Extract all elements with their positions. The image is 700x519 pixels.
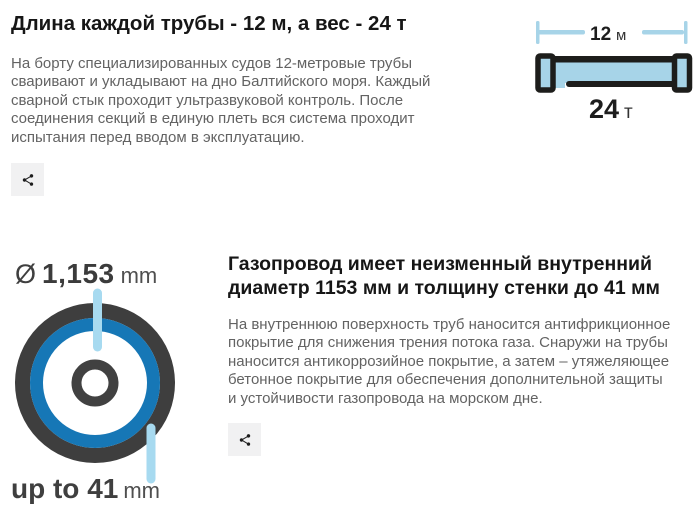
- share-button-pipe-length[interactable]: [11, 163, 44, 196]
- pipe-diameter-body: На внутреннюю поверхность труб наносится антифрикционное покрытие для снижения трения потока газа. Снаружи на трубы наносится антикоррозийное покрытие, а затем – утяжеляющее бетонное покрытие для обеспечения дополнительной защиты и устойчивости газопровода на морском дне.: [228, 316, 671, 407]
- pipe-length-unit: м: [616, 27, 627, 44]
- dimension-line-left: [538, 30, 585, 35]
- wall-thickness-label: [11, 473, 160, 505]
- pipe-diameter-title: Газопровод имеет неизменный внутренний диаметр 1153 мм и толщину стенки до 41 мм: [228, 253, 660, 299]
- share-button-pipe-diameter[interactable]: [228, 423, 261, 456]
- wall-thickness-value: up to 41: [11, 473, 119, 504]
- diameter-value: 1,153: [42, 258, 115, 289]
- pipe-weight-unit: т: [624, 102, 633, 123]
- wall-thickness-unit: mm: [123, 478, 160, 503]
- dimension-end-right: [684, 21, 688, 44]
- pipe-length-title: Длина каждой трубы - 12 м, а вес - 24 т: [11, 12, 407, 35]
- pipe-bottom-edge: [566, 81, 678, 87]
- diameter-unit: mm: [120, 263, 158, 288]
- share-icon: [238, 433, 252, 447]
- pipe-length-body: На борту специализированных судов 12-метровые трубы сваривают и укладывают на дно Балтийского моря. Каждый сварной стык проходит ультразвуковой контроль. После соединения секций в единую плеть вся система проходит испытания перед вводом в эксплуатацию.: [11, 55, 431, 146]
- pipe-fill: [552, 62, 676, 83]
- pipe-diagram-svg: [530, 14, 695, 126]
- pipe-length-diagram: [530, 14, 695, 126]
- pipe-diameter-diagram: [10, 258, 205, 510]
- dimension-line-right: [642, 30, 684, 35]
- inner-bore-ring: [77, 365, 114, 402]
- share-icon: [21, 173, 35, 187]
- pipe-weight-value: 24: [589, 94, 620, 124]
- pipe-length-value: 12: [590, 24, 612, 45]
- pipe-flange-left: [538, 56, 553, 90]
- diameter-symbol: Ø: [15, 259, 37, 289]
- pipe-flange-right: [675, 56, 690, 90]
- pipe-top-edge: [552, 56, 676, 63]
